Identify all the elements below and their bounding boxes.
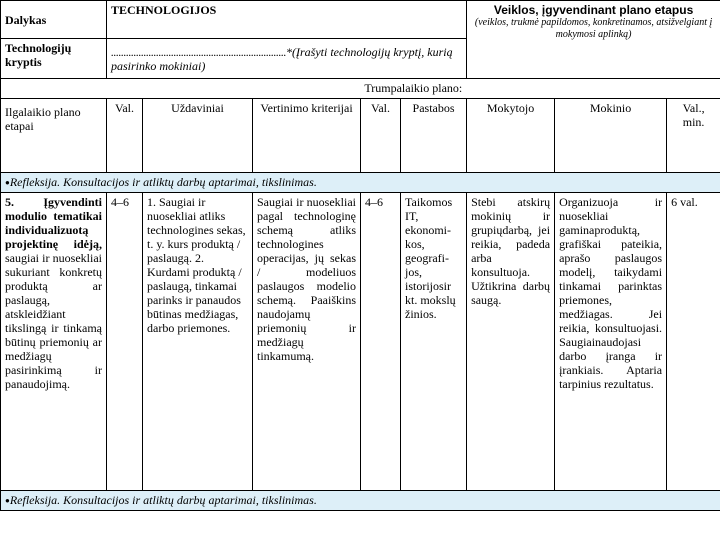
stage-teacher-activity: Stebi atskirų mokinių ir grupiųdarbą, jei reikia, padeda arba konsultuoja. Užtikrina darbų saugą. (467, 193, 555, 491)
direction-dots: ...................................................................... (111, 45, 286, 59)
stage-cell (1, 193, 107, 491)
stage-hours-min: 6 val. (667, 193, 720, 491)
direction-label: Technologijų kryptis (1, 39, 107, 79)
reflection-text-bottom: Refleksija. Konsultacijos ir atliktų darbų aptarimai, tikslinimas. (9, 493, 317, 507)
direction-note: *(Įrašyti technologijų kryptį, kurią pasirinko mokiniai) (111, 45, 453, 73)
subject-label: Dalykas (1, 1, 107, 39)
col-header-hours-2: Val. (361, 99, 401, 173)
activities-note: (veiklos, trukmė papildomos, konkretinamos, atsižvelgiant į mokymosi aplinką) (474, 17, 713, 40)
col-header-notes: Pastabos (401, 99, 467, 173)
reflection-cell-top (1, 173, 720, 193)
stage-hours: 4–6 (107, 193, 143, 491)
bullet-icon: ● (5, 178, 10, 187)
stage-criteria: Saugiai ir nuosekliai pagal technologinę schemą atliks technologines operacijas, jų sekas / modeliuos paslaugos modelio schemą. Paaiškins naudojamų priemonių ir medžiagų tinkamumą. (253, 193, 361, 491)
activities-header (467, 1, 720, 79)
stage-goal-bold: 5. Įgyvendinti modulio tematikai individualizuotą projektinę idėją, (5, 195, 102, 251)
stage-student-activity: Organizuoja ir nuosekliai gaminaproduktą, grafiškai pateikia, aprašo paslaugos modelį, taikydami tinkamai parinktas priemones, medžiagas. Jei reikia, konsultuojasi. Saugiainaudojasi darbo įranga ir įrankiais. Aptaria tarpinius rezultatus. (555, 193, 667, 491)
short-term-plan-row (1, 79, 720, 99)
reflection-cell-bottom (1, 491, 720, 511)
col-header-hours-min: Val., min. (667, 99, 720, 173)
stage-hours-2: 4–6 (361, 193, 401, 491)
activities-title: Veiklos, įgyvendinant plano etapus (493, 3, 694, 17)
stage-row (1, 193, 720, 491)
short-term-plan-title: Trumpalaikio plano: (107, 79, 720, 99)
reflection-row-top (1, 173, 720, 193)
header-row-subject (1, 1, 720, 39)
col-header-tasks: Uždaviniai (143, 99, 253, 173)
direction-field (107, 39, 467, 79)
stage-tasks: 1. Saugiai ir nuosekliai atliks technologines sekas, t. y. kurs produktą / paslaugą. 2. Kurdami produktą / paslaugą, tinkamai parinks ir panaudos būtinas medžiagas, darbo priemones. (143, 193, 253, 491)
reflection-text-top: Refleksija. Konsultacijos ir atliktų darbų aptarimai, tikslinimas. (9, 175, 317, 189)
col-header-hours: Val. (107, 99, 143, 173)
short-term-spacer (1, 79, 107, 99)
stage-goal-text: saugiai ir nuosekliai sukuriant konkretų produktą ar paslaugą, atskleidžiant tikslingą ir tinkamą būtinų priemonių ar medžiagų pasirinkimą ir panaudojimą. (5, 251, 102, 391)
col-header-teacher: Mokytojo (467, 99, 555, 173)
subject-value: TECHNOLOGIJOS (107, 1, 467, 39)
col-header-student: Mokinio (555, 99, 667, 173)
stage-notes: Taikomos IT, ekonomi-kos, geografi-jos, istorijosir kt. mokslų žinios. (401, 193, 467, 491)
col-header-stages: Ilgalaikio plano etapai (1, 99, 107, 173)
bullet-icon: ● (5, 496, 10, 505)
reflection-row-bottom (1, 491, 720, 511)
col-header-criteria: Vertinimo kriterijai (253, 99, 361, 173)
column-header-row (1, 99, 720, 173)
